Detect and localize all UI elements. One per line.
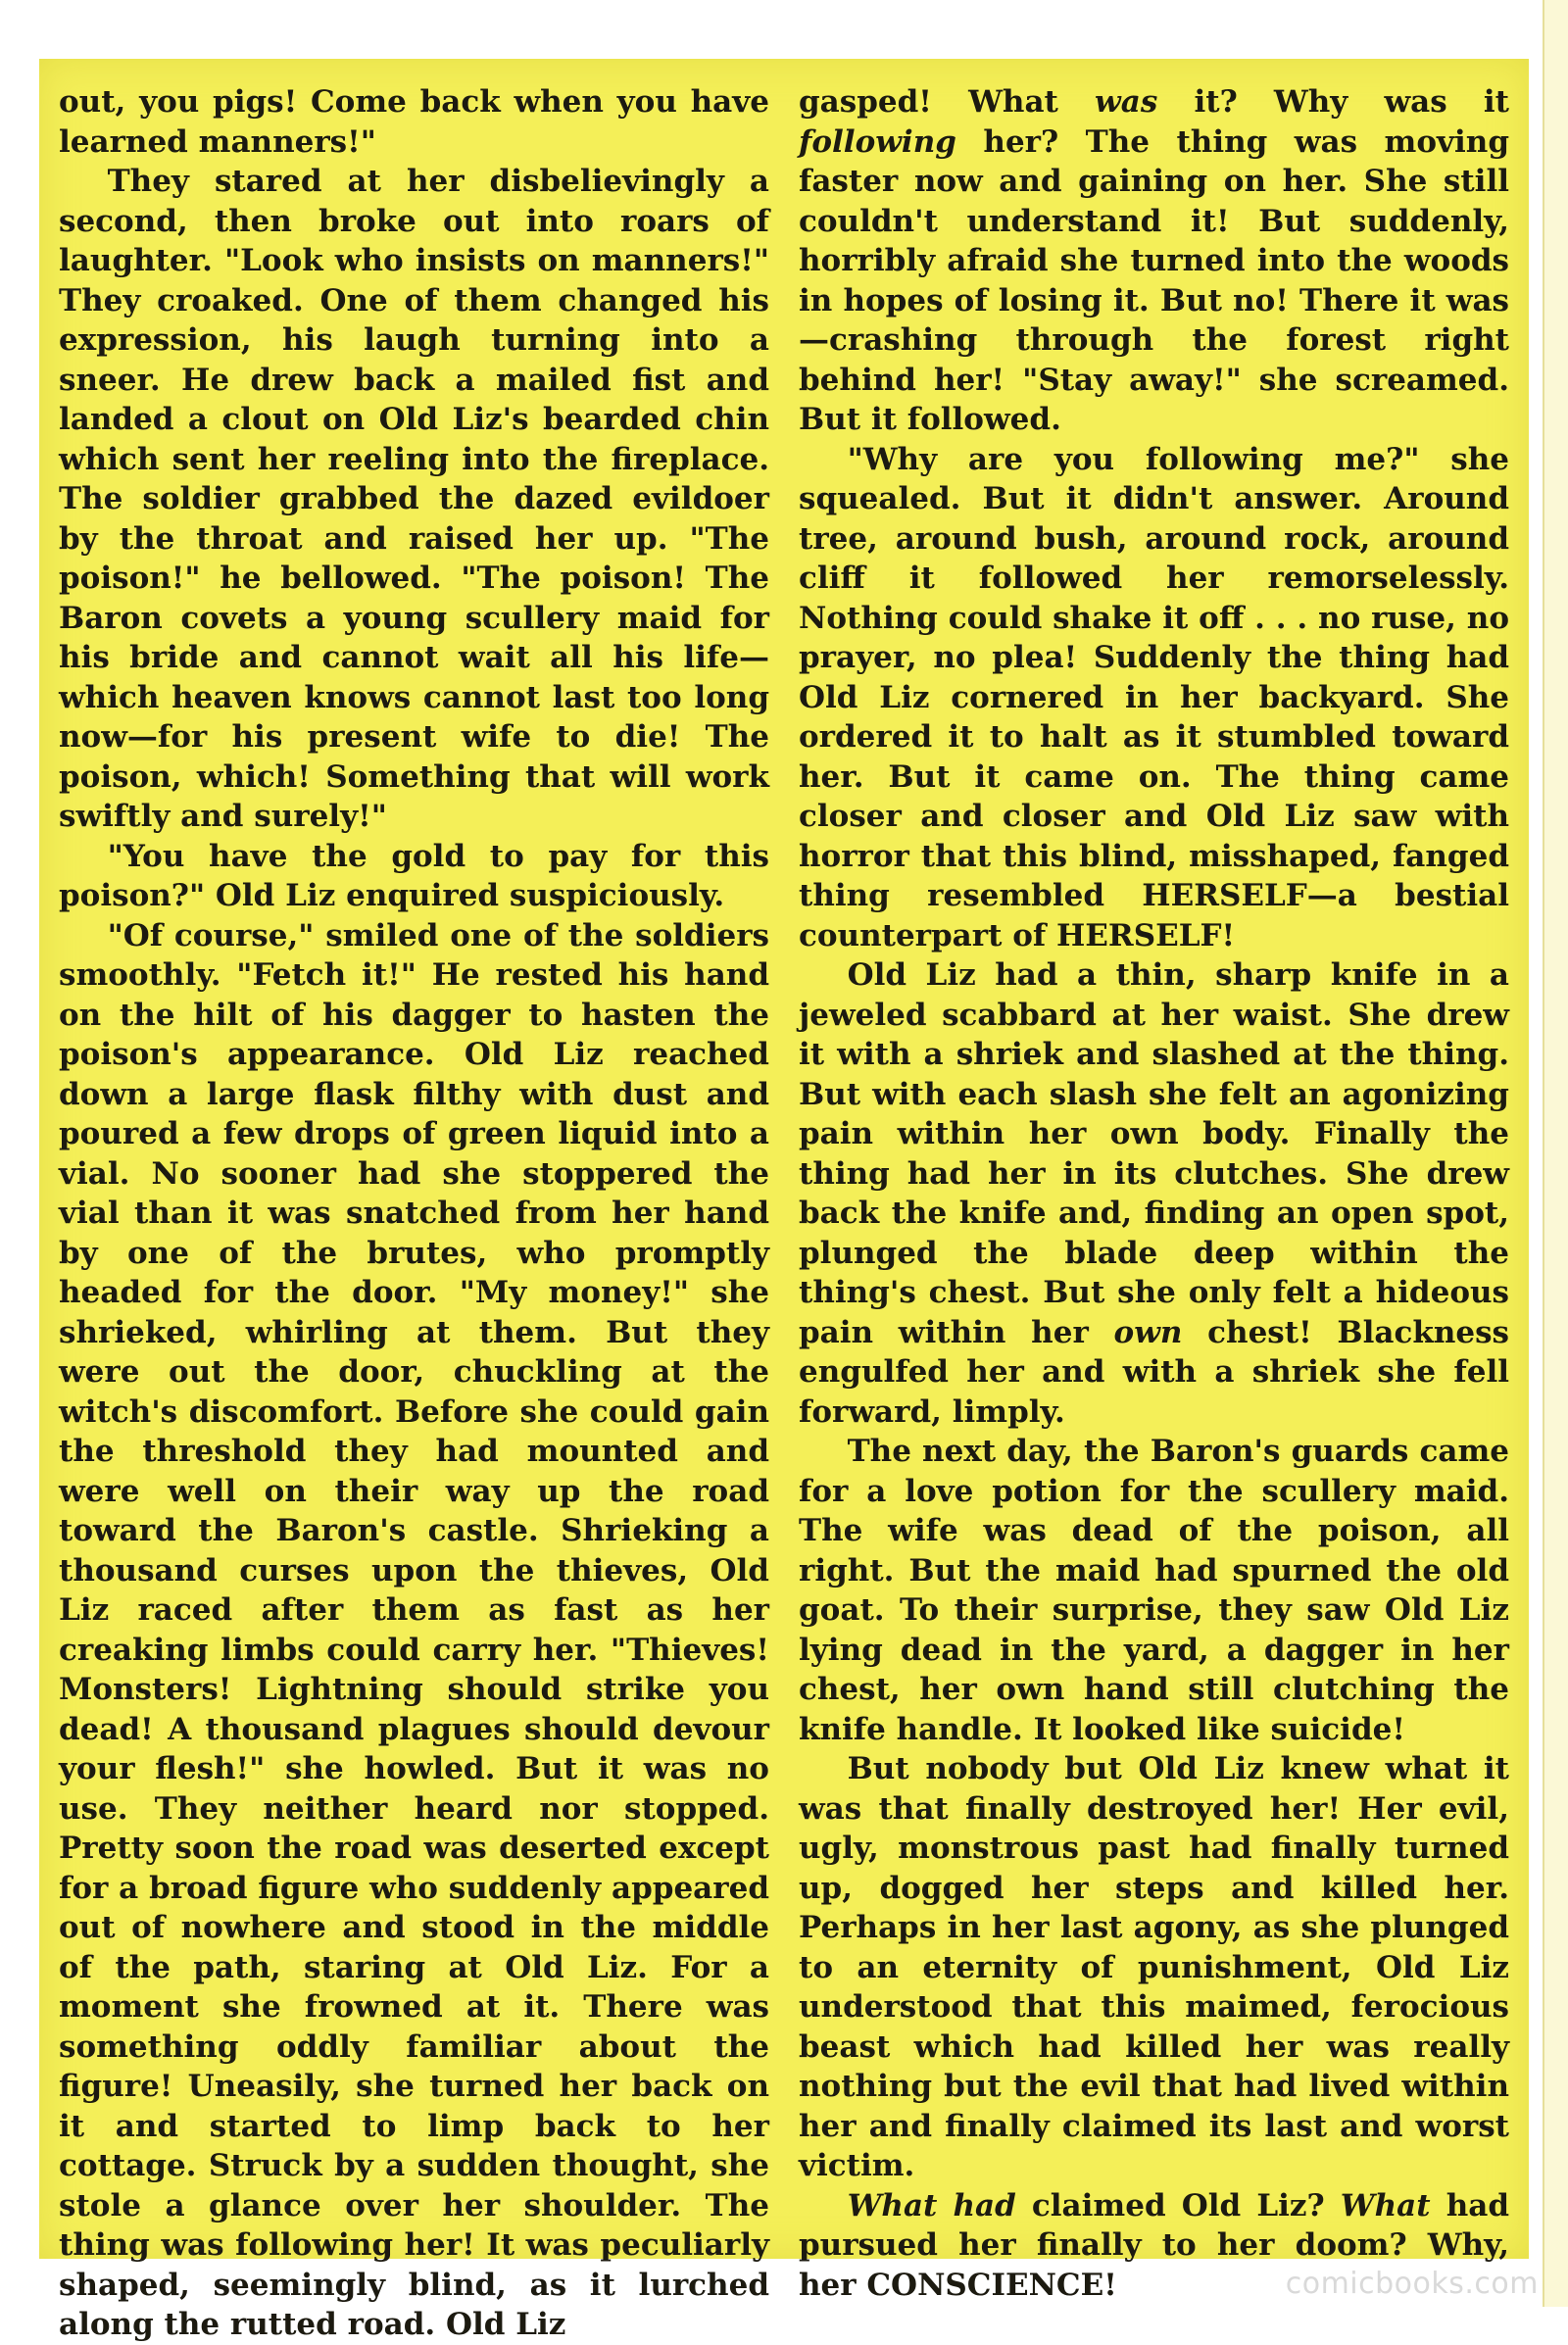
italic-text: What — [1340, 2187, 1431, 2223]
watermark: comicbooks.com — [1285, 2267, 1539, 2301]
paragraph: They stared at her disbelievingly a second, then broke out into roars of laughter. "Look who insists on manners!" They croaked. One of them changed his expression, his laugh turning into a sneer. He drew back a mailed fist and landed a clout on Old Liz's bearded chin which sent her reeling into the fireplace. The soldier grabbed the dazed evildoer by the throat and raised her up. "The poison!" he bellowed. "The poison! The Baron covets a young scullery maid for his bride and cannot wait all his life—which heaven knows cannot last too long now—for his present wife to die! The poison, which! Something that will work swiftly and surely!" — [59, 164, 769, 834]
paragraph: out, you pigs! Come back when you have learned manners!" — [59, 84, 769, 160]
text-run: But nobody but Old Liz knew what it was that finally destroyed her! Her evil, ugly, monstrous past had finally turned up, dogged her steps and killed her. Perhaps in her last agony, as she plunged to an eternity of punishment, Old Liz understood that this maimed, ferocious beast which had killed her was really nothing but the evil that had lived within her and finally claimed its last and worst victim. — [799, 1751, 1509, 2183]
italic-text: was — [1095, 84, 1158, 120]
text-run: had pursued her finally to her doom? Why, her CONSCIENCE! — [799, 2187, 1509, 2303]
paragraph — [799, 440, 1509, 956]
text-run: chest! Blackness engulfed her and with a shriek she fell forward, limply. — [799, 1314, 1509, 1430]
paragraph — [799, 955, 1509, 1432]
text-run: Old Liz had a thin, sharp knife in a jeweled scabbard at her waist. She drew it with a shriek and slashed at the thing. But with each slash she felt an agonizing pain within her own body. Finally the thing had her in its clutches. She drew back the knife and, finding an open spot, plunged the blade deep within the thing's chest. But she only felt a hideous pain within her — [799, 957, 1509, 1350]
paragraph — [799, 1749, 1509, 2186]
text-run: her? The thing was moving faster now and gaining on her. She still couldn't understand it! But suddenly, horribly afraid she turned into the woods in hopes of losing it. But no! There it was—crashing through the forest right behind her! "Stay away!" she screamed. But it followed. — [799, 123, 1509, 437]
paragraph — [799, 1432, 1509, 1749]
paragraph: "Of course," smiled one of the soldiers smoothly. "Fetch it!" He rested his hand on the hilt of his dagger to hasten the poison's appearance. Old Liz reached down a large flask filthy with dust and poured a few drops of green liquid into a vial. No sooner had she stoppered the vial than it was snatched from her hand by one of the brutes, who promptly headed for the door. "My money!" she shrieked, whirling at them. But they were out the door, chuckling at the witch's discomfort. Before she could gain the threshold they had mounted and were well on their way up the road toward the Baron's castle. Shrieking a thousand curses upon the thieves, Old Liz raced after them as fast as her creaking limbs could carry her. "Thieves! Monsters! Lightning should strike you dead! A thousand plagues should devour your flesh!" she howled. But it was no use. They neither heard nor stopped. Pretty soon the road was deserted except for a broad figure who suddenly appeared out of nowhere and stood in the middle of the path, staring at Old Liz. For a moment she frowned at it. There was something oddly familiar about the figure! Uneasily, she turned her back on it and started to limp back to her cottage. Struck by a sudden thought, she stole a glance over her shoulder. The thing was following her! It was peculiarly shaped, seemingly blind, as it lurched along the rutted road. Old Liz — [59, 917, 769, 2342]
italic-text: What had — [847, 2187, 1016, 2223]
left-column — [59, 82, 769, 2342]
text-run: "Why are you following me?" she squealed. But it didn't answer. Around tree, around bush, around rock, around cliff it followed her remorselessly. Nothing could shake it off . . . no ruse, no prayer, no plea! Suddenly the thing had Old Liz cornered in her backyard. She ordered it to halt as it stumbled toward her. But it came on. The thing came closer and closer and Old Liz saw with horror that this blind, misshaped, fanged thing resembled HERSELF—a bestial counterpart of HERSELF! — [799, 441, 1509, 953]
italic-text: own — [1113, 1314, 1183, 1350]
text-run: claimed Old Liz? — [1015, 2187, 1341, 2223]
text-run: The next day, the Baron's guards came for a love potion for the scullery maid. The wife was dead of the poison, all right. But the maid had spurned the old goat. To their surprise, they saw Old Liz lying dead in the yard, a dagger in her chest, her own hand still clutching the knife handle. It looked like suicide! — [799, 1434, 1509, 1747]
text-run: gasped! What — [799, 84, 1096, 120]
paragraph: "You have the gold to pay for this poison?" Old Liz enquired suspiciously. — [59, 838, 769, 913]
paragraph — [799, 82, 1509, 440]
italic-text: following — [799, 123, 956, 160]
page-edge — [1543, 0, 1568, 2307]
text-run: it? Why was it — [1157, 84, 1509, 120]
